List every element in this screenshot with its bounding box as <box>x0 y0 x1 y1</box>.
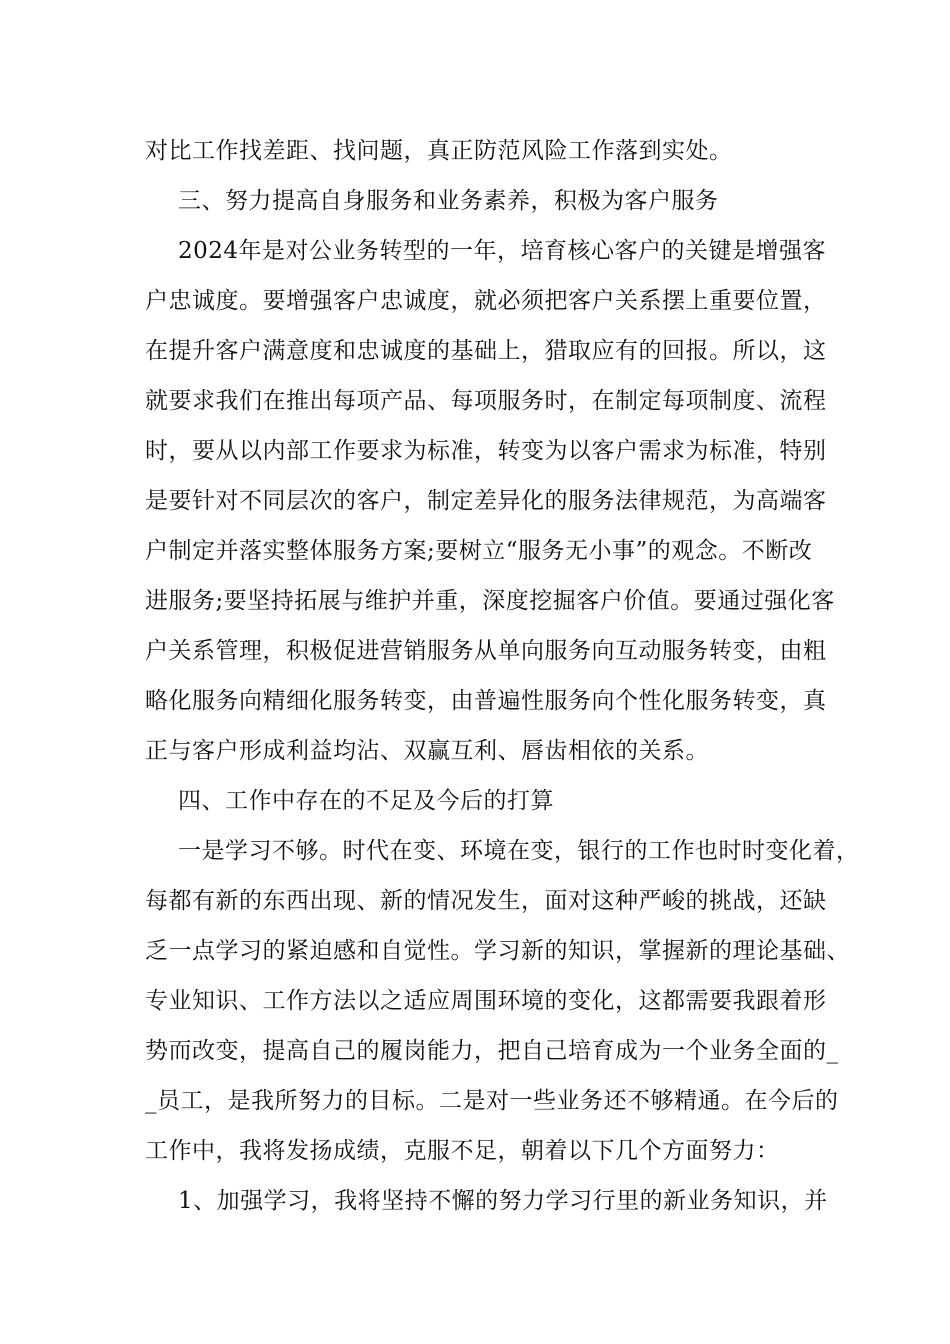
section-heading: 四、工作中存在的不足及今后的打算 <box>178 788 554 814</box>
section-heading: 三、努力提高自身服务和业务素养，积极为客户服务 <box>178 188 719 214</box>
paragraph-line: 时，要从以内部工作要求为标准，转变为以客户需求为标准，特别 <box>145 438 827 464</box>
paragraph-line: 户制定并落实整体服务方案;要树立“服务无小事”的观念。不断改 <box>145 538 813 564</box>
paragraph-line: 进服务;要坚持拓展与维护并重，深度挖掘客户价值。要通过强化客 <box>145 588 835 614</box>
paragraph-line: 户关系管理，积极促进营销服务从单向服务向互动服务转变，由粗 <box>145 638 827 664</box>
paragraph-line: 对比工作找差距、找问题，真正防范风险工作落到实处。 <box>145 138 733 164</box>
paragraph-line: _员工，是我所努力的目标。二是对一些业务还不够精通。在今后的 <box>145 1088 839 1114</box>
paragraph-line: 正与客户形成利益均沾、双赢互利、唇齿相依的关系。 <box>145 738 709 764</box>
paragraph-line: 乏一点学习的紧迫感和自觉性。学习新的知识，掌握新的理论基础、 <box>145 938 850 964</box>
paragraph-line: 工作中，我将发扬成绩，克服不足，朝着以下几个方面努力： <box>145 1138 780 1164</box>
paragraph-line: 是要针对不同层次的客户，制定差异化的服务法律规范，为高端客 <box>145 488 827 514</box>
paragraph-line: 2024年是对公业务转型的一年，培育核心客户的关键是增强客 <box>178 238 827 264</box>
paragraph-line: 势而改变，提高自己的履岗能力，把自己培育成为一个业务全面的_ <box>145 1038 839 1064</box>
paragraph-line: 略化服务向精细化服务转变，由普遍性服务向个性化服务转变，真 <box>145 688 827 714</box>
paragraph-line: 就要求我们在推出每项产品、每项服务时，在制定每项制度、流程 <box>145 388 827 414</box>
paragraph-line: 一是学习不够。时代在变、环境在变，银行的工作也时时变化着， <box>178 838 860 864</box>
paragraph-line: 户忠诚度。要增强客户忠诚度，就必须把客户关系摆上重要位置， <box>145 288 827 314</box>
paragraph-line: 每都有新的东西出现、新的情况发生，面对这种严峻的挑战，还缺 <box>145 888 827 914</box>
paragraph-line: 在提升客户满意度和忠诚度的基础上，猎取应有的回报。所以，这 <box>145 338 827 364</box>
paragraph-line: 专业知识、工作方法以之适应周围环境的变化，这都需要我跟着形 <box>145 988 827 1014</box>
paragraph-line: 1、加强学习，我将坚持不懈的努力学习行里的新业务知识，并 <box>178 1188 828 1214</box>
